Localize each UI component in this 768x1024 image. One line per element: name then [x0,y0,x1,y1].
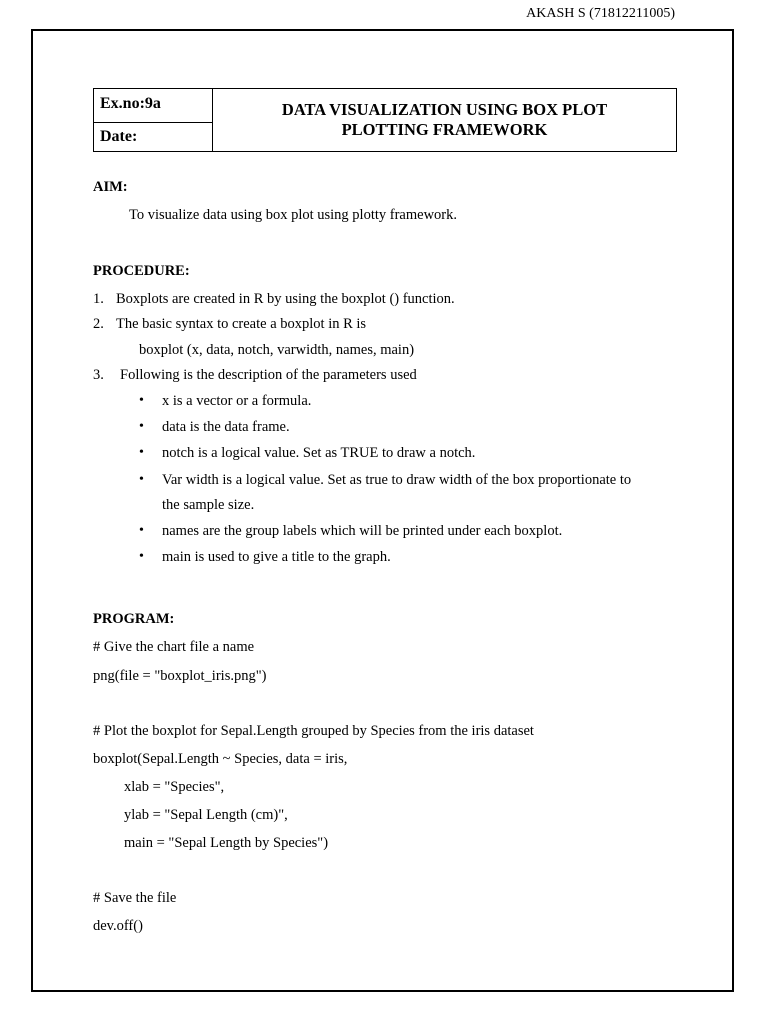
program-heading: PROGRAM: [93,611,175,627]
bullet-item: notch is a logical value. Set as TRUE to draw a notch. [162,445,476,461]
author-header: AKASH S (71812211005) [526,6,675,21]
bullet-item: x is a vector or a formula. [162,393,312,409]
bullet-item-continued: the sample size. [162,497,255,513]
code-line: # Give the chart file a name [93,639,255,655]
code-line: dev.off() [93,918,143,934]
date-label: Date: [94,123,213,151]
bullet-item: data is the data frame. [162,419,290,435]
bullet-icon: • [139,549,144,564]
procedure-heading: PROCEDURE: [93,263,190,279]
bullet-item: names are the group labels which will be printed under each boxplot. [162,523,563,539]
bullet-icon: • [139,393,144,408]
code-line: # Plot the boxplot for Sepal.Length grouped by Species from the iris dataset [93,723,534,739]
title-table [93,88,677,152]
bullet-item: Var width is a logical value. Set as true to draw width of the box proportionate to [162,472,632,488]
bullet-icon: • [139,419,144,434]
bullet-icon: • [139,472,144,487]
step-number: 1. [93,291,104,307]
bullet-item: main is used to give a title to the graph. [162,549,391,565]
bullet-icon: • [139,445,144,460]
step-text: Boxplots are created in R by using the boxplot () function. [116,291,455,307]
title-line-2: PLOTTING FRAMEWORK [341,120,548,139]
document-title [213,89,676,151]
step-text: Following is the description of the parameters used [120,367,417,383]
code-line: main = "Sepal Length by Species") [124,835,329,851]
code-line: png(file = "boxplot_iris.png") [93,668,267,684]
code-line: # Save the file [93,890,177,906]
step-number: 3. [93,367,104,383]
code-line: xlab = "Species", [124,779,225,795]
exercise-number: Ex.no:9a [94,89,213,123]
aim-text: To visualize data using box plot using plotty framework. [129,207,457,223]
boxplot-syntax: boxplot (x, data, notch, varwidth, names, main) [139,342,415,358]
step-text: The basic syntax to create a boxplot in R is [116,316,367,332]
step-number: 2. [93,316,104,332]
code-line: boxplot(Sepal.Length ~ Species, data = iris, [93,751,348,767]
title-line-1: DATA VISUALIZATION USING BOX PLOT [281,100,608,119]
bullet-icon: • [139,523,144,538]
code-line: ylab = "Sepal Length (cm)", [124,807,288,823]
aim-heading: AIM: [93,179,128,195]
